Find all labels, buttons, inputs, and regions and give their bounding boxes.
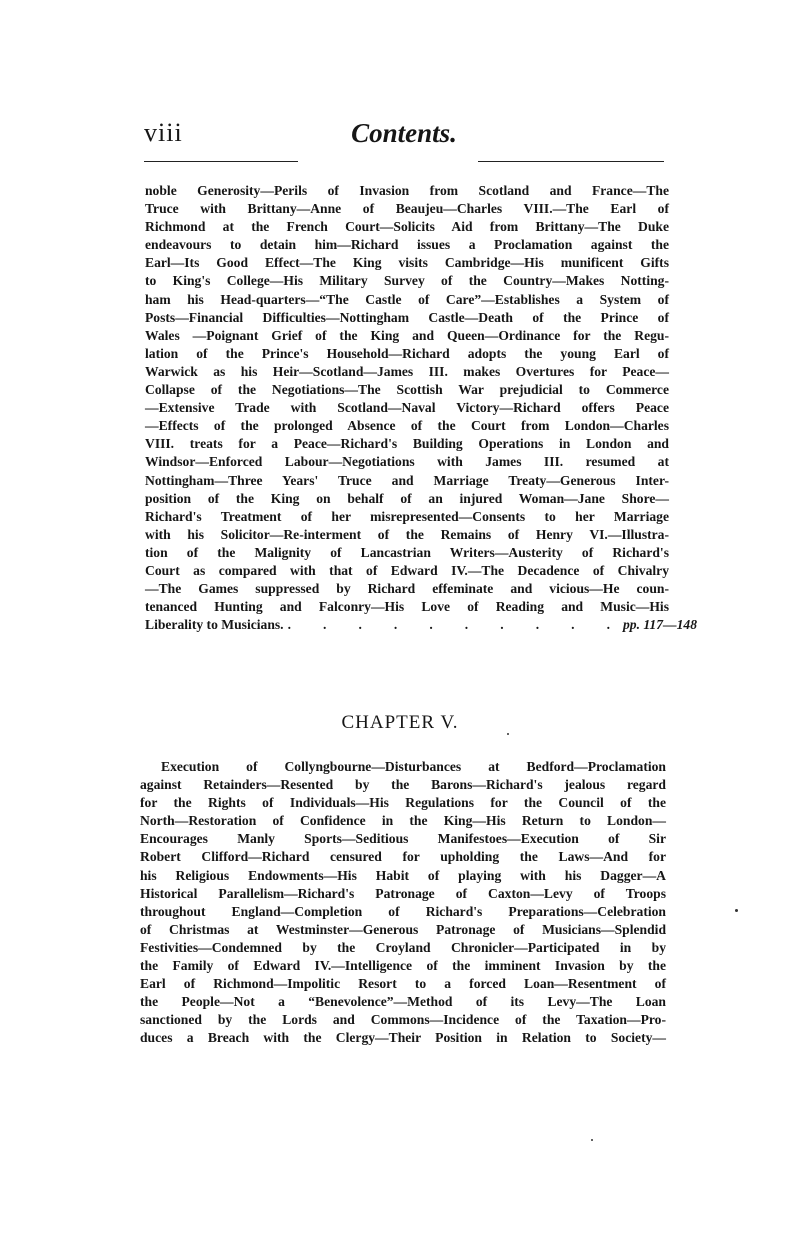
- summary-line: —The Games suppressed by Richard effeminate and vicious—He coun-: [145, 581, 669, 597]
- summary-line: Historical Parallelism—Richard's Patronage of Caxton—Levy of Troops: [140, 885, 666, 901]
- summary-line: the Family of Edward IV.—Intelligence of the imminent Invasion by the: [140, 958, 666, 974]
- summary-last-line: [145, 616, 697, 634]
- page-range: pp. 117—148: [622, 617, 697, 633]
- dot-leader: . . . . . . . . . .: [287, 617, 619, 633]
- summary-line: sanctioned by the Lords and Commons—Incidence of the Taxation—Pro-: [140, 1012, 666, 1028]
- summary-line: —Effects of the prolonged Absence of the Court from London—Charles: [145, 418, 669, 434]
- summary-line: Windsor—Enforced Labour—Negotiations with James III. resumed at: [145, 454, 669, 470]
- summary-line: with his Solicitor—Re-interment of the Remains of Henry VI.—Illustra-: [145, 526, 669, 542]
- summary-line: Earl—Its Good Effect—The King visits Cambridge—His munificent Gifts: [145, 255, 669, 271]
- summary-line: Execution of Collyngbourne—Disturbances at Bedford—Proclamation: [161, 759, 666, 774]
- summary-line: Collapse of the Negotiations—The Scottish War prejudicial to Commerce: [145, 382, 669, 398]
- summary-line: Court as compared with that of Edward IV.—The Decadence of Chivalry: [145, 562, 669, 578]
- summary-line: Richard's Treatment of her misrepresented—Consents to her Marriage: [145, 508, 669, 524]
- summary-line: throughout England—Completion of Richard's Preparations—Celebration: [140, 903, 666, 919]
- summary-line: Earl of Richmond—Impolitic Resort to a forced Loan—Resentment of: [140, 976, 666, 992]
- summary-line: Nottingham—Three Years' Truce and Marriage Treaty—Generous Inter-: [145, 472, 669, 488]
- summary-line: lation of the Prince's Household—Richard adopts the young Earl of: [145, 345, 669, 361]
- summary-line: tion of the Malignity of Lancastrian Writers—Austerity of Richard's: [145, 544, 669, 560]
- scan-speck: [507, 733, 509, 735]
- chapter-iv-summary: [145, 182, 697, 634]
- summary-line: Posts—Financial Difficulties—Nottingham Castle—Death of the Prince of: [145, 309, 669, 325]
- summary-line: of Christmas at Westminster—Generous Patronage of Musicians—Splendid: [140, 921, 666, 937]
- summary-line: to King's College—His Military Survey of the Country—Makes Notting-: [145, 273, 669, 289]
- summary-line: Richmond at the French Court—Solicits Aid from Brittany—The Duke: [145, 219, 669, 235]
- scan-speck: [591, 1139, 593, 1141]
- page-number: viii: [144, 118, 183, 147]
- summary-line: endeavours to detain him—Richard issues a Proclamation against the: [145, 237, 669, 253]
- summary-line: for the Rights of Individuals—His Regulations for the Council of the: [140, 795, 666, 811]
- summary-line: Festivities—Condemned by the Croyland Chronicler—Participated in by: [140, 939, 666, 955]
- summary-line: VIII. treats for a Peace—Richard's Building Operations in London and: [145, 436, 669, 452]
- summary-line: Liberality to Musicians.: [145, 617, 284, 633]
- page-title: Contents.: [351, 118, 457, 148]
- summary-line: noble Generosity—Perils of Invasion from Scotland and France—The: [145, 183, 669, 198]
- summary-line: the People—Not a “Benevolence”—Method of its Levy—The Loan: [140, 994, 666, 1010]
- scan-speck: [735, 909, 738, 912]
- summary-line: —Extensive Trade with Scotland—Naval Victory—Richard offers Peace: [145, 400, 669, 416]
- running-head: [144, 112, 664, 152]
- chapter-v-summary: [140, 758, 666, 1048]
- summary-line: Warwick as his Heir—Scotland—James III. makes Overtures for Peace—: [145, 363, 669, 379]
- summary-line: Encourages Manly Sports—Seditious Manifestoes—Execution of Sir: [140, 831, 666, 847]
- summary-line: against Retainders—Resented by the Barons—Richard's jealous regard: [140, 777, 666, 793]
- header-rule-right: [478, 161, 664, 162]
- summary-line: tenanced Hunting and Falconry—His Love of Reading and Music—His: [145, 599, 669, 615]
- summary-line: duces a Breach with the Clergy—Their Position in Relation to Society—: [140, 1030, 666, 1046]
- summary-line: Wales —Poignant Grief of the King and Queen—Ordinance for the Regu-: [145, 327, 669, 343]
- summary-line: ham his Head-quarters—“The Castle of Care”—Establishes a System of: [145, 291, 669, 307]
- header-rule-left: [144, 161, 298, 162]
- summary-line: Robert Clifford—Richard censured for upholding the Laws—And for: [140, 849, 666, 865]
- summary-line: Truce with Brittany—Anne of Beaujeu—Charles VIII.—The Earl of: [145, 201, 669, 217]
- chapter-heading: CHAPTER V.: [341, 712, 459, 733]
- summary-line: position of the King on behalf of an injured Woman—Jane Shore—: [145, 490, 669, 506]
- summary-line: his Religious Endowments—His Habit of playing with his Dagger—A: [140, 867, 666, 883]
- summary-line: North—Restoration of Confidence in the King—His Return to London—: [140, 813, 666, 829]
